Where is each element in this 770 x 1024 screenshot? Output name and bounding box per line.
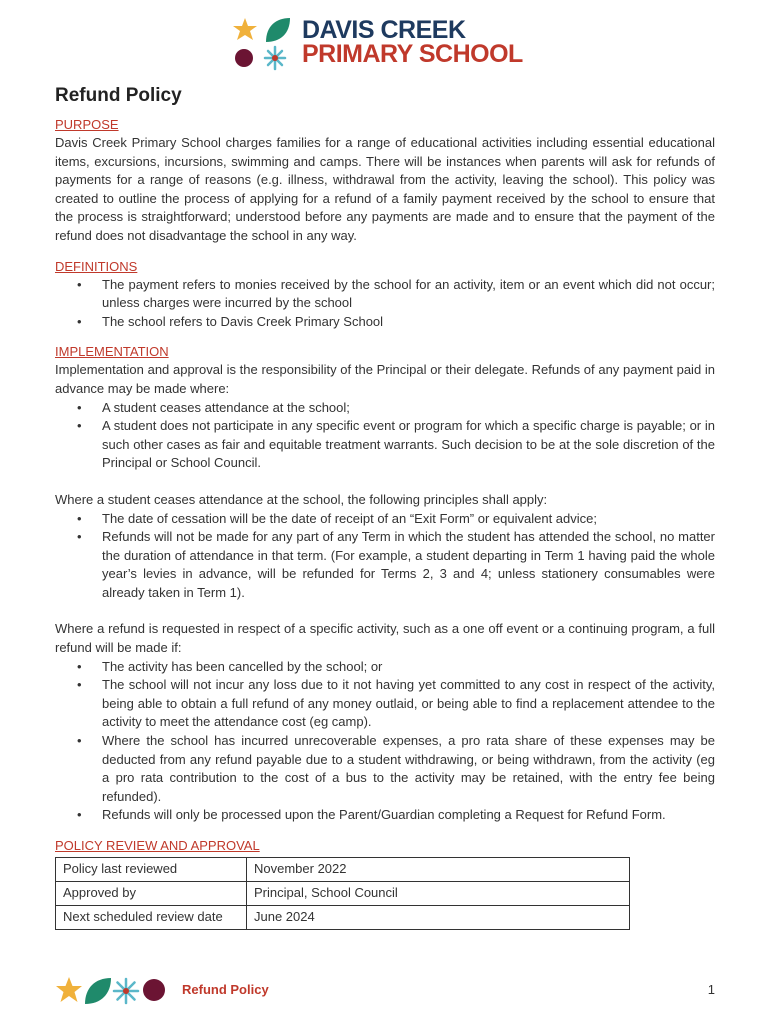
footer-title: Refund Policy xyxy=(182,982,269,997)
table-row xyxy=(56,906,630,930)
list-item: • A student does not participate in any specific event or program for which a specific charge is payable; or in such other cases as fair and equitable treatment warrants. Such decision to be at the sole discretion of the Principal or School Council. xyxy=(102,417,715,473)
page-footer xyxy=(55,974,715,1010)
activity-refund-list xyxy=(55,658,715,825)
activity-refund-intro: Where a refund is requested in respect of a specific activity, such as a one off event or a continuing program, a full refund will be made if: xyxy=(55,621,715,656)
list-item: • The school will not incur any loss due to it not having yet committed to any cost in respect of the activity, being able to obtain a full refund of any money outlaid, or being able to find a replacement attendee to the activity to meet the attendance cost (eg camp). xyxy=(102,676,715,732)
review-heading: POLICY REVIEW AND APPROVAL xyxy=(55,838,260,853)
review-table xyxy=(55,857,630,930)
list-item: • Where the school has incurred unrecoverable expenses, a pro rata share of these expenses may be deducted from any refund payable due to a student withdrawing, or being withdrawn, from the activity (eg a pro rata contribution to the cost of a bus to the activity may be retained, with the entry fee being refunded). xyxy=(102,732,715,806)
table-cell-label: Next scheduled review date xyxy=(56,906,247,930)
school-logo xyxy=(232,16,542,72)
table-row xyxy=(56,858,630,882)
star-icon xyxy=(233,18,257,40)
logo-line-1: DAVIS CREEK xyxy=(302,16,466,44)
list-item: • The date of cessation will be the date of receipt of an “Exit Form” or equivalent advice; xyxy=(102,510,715,529)
logo-shapes-icon xyxy=(232,16,296,72)
list-item: • A student ceases attendance at the school; xyxy=(102,399,715,418)
list-item: • The payment refers to monies received by the school for an activity, item or an event which did not occur; unless charges were incurred by the school xyxy=(102,276,715,313)
table-row xyxy=(56,882,630,906)
star-icon xyxy=(56,977,82,1002)
list-item: • The activity has been cancelled by the school; or xyxy=(102,658,715,677)
table-cell-label: Policy last reviewed xyxy=(56,858,247,882)
definitions-heading: DEFINITIONS xyxy=(55,258,138,274)
table-cell-value: Principal, School Council xyxy=(247,882,630,906)
document-body xyxy=(55,84,715,930)
table-cell-value: June 2024 xyxy=(247,906,630,930)
leaf-icon xyxy=(85,978,111,1004)
list-item: • Refunds will not be made for any part of any Term in which the student has attended the school, no matter the duration of attendance in that term. (For example, a student departing in Term 1 having paid the whole year’s levies in advance, will be refunded for Terms 2, 3 and 4; unless stationery consumables were already taken in Term 1). xyxy=(102,528,715,602)
purpose-text: Davis Creek Primary School charges families for a range of educational activities including essential educational items, excursions, incursions, swimming and camps. There will be instances when parents will ask for refunds of payments for a range of reasons (e.g. illness, withdrawal from the activity, leaving the school). This policy was created to outline the process of applying for a refund of a family payment received by the school to ensure that the process is straightforward; understood before any payments are made and to ensure that the payment of the refund does not disadvantage the school in any way. xyxy=(55,135,715,243)
implementation-heading: IMPLEMENTATION xyxy=(55,344,169,360)
page-number: 1 xyxy=(707,982,715,997)
purpose-heading: PURPOSE xyxy=(55,117,119,132)
table-cell-value: November 2022 xyxy=(247,858,630,882)
logo-line-2: PRIMARY SCHOOL xyxy=(302,40,523,68)
leaf-icon xyxy=(266,18,290,42)
cessation-intro: Where a student ceases attendance at the school, the following principles shall apply: xyxy=(55,491,548,507)
implementation-intro: Implementation and approval is the responsibility of the Principal or their delegate. Refunds of any payment paid in advance may be made where: xyxy=(55,362,715,396)
table-cell-label: Approved by xyxy=(56,882,247,906)
list-item: • The school refers to Davis Creek Primary School xyxy=(102,313,715,332)
cessation-principles-list xyxy=(55,510,715,603)
definitions-list xyxy=(55,276,715,332)
dot-icon xyxy=(235,49,253,67)
dot-icon xyxy=(143,979,165,1001)
list-item: • Refunds will only be processed upon the Parent/Guardian completing a Request for Refund Form. xyxy=(102,806,715,825)
refund-conditions-list xyxy=(55,399,715,473)
page-title: Refund Policy xyxy=(55,85,182,106)
footer-shapes-icon xyxy=(55,974,171,1008)
